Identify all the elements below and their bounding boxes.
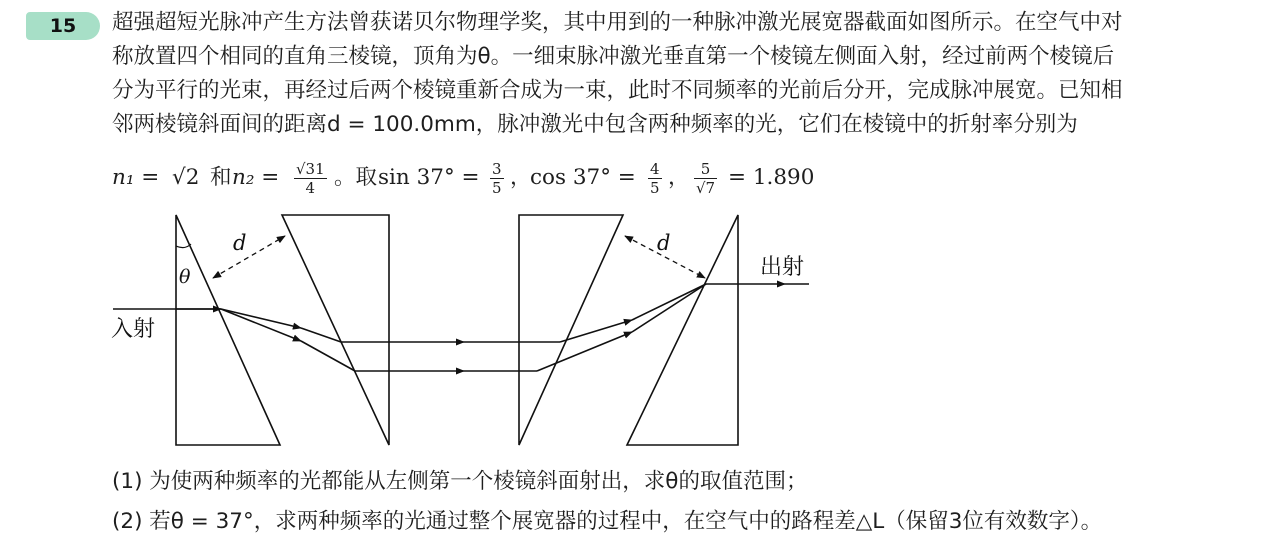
beam-upper-2b (632, 284, 706, 320)
n1-value: √2 (172, 165, 200, 190)
statement-line: 称放置四个相同的直角三棱镜，顶角为θ。一细束脉冲激光垂直第一个棱镜左侧面入射，经过前两个棱镜后 (112, 44, 1115, 69)
take-text: 。取 (334, 165, 378, 190)
cos-label: cos 37° = (530, 165, 636, 190)
cos-fraction: $\frac{4}{5}$ (650, 159, 660, 197)
d-label-right: d (657, 231, 671, 255)
d-label-left: d (233, 231, 247, 255)
incident-label: 入射 (111, 317, 156, 342)
prism-stretcher-diagram (105, 208, 825, 448)
prism-3 (519, 215, 623, 445)
prism-4 (627, 215, 738, 445)
comma: ， (668, 165, 690, 190)
problem-number-badge: 15 (26, 12, 100, 40)
statement-line: 分为平行的光束，再经过后两个棱镜重新合成为一束，此时不同频率的光前后分开，完成脉冲展宽。已知相 (112, 78, 1123, 103)
prism-1 (176, 215, 280, 445)
beam-lower-2 (537, 332, 632, 371)
n2-fraction: $\frac{√31}{4}$ (296, 159, 325, 197)
sin-label: sin 37° = (378, 165, 480, 190)
statement-line: 超强超短光脉冲产生方法曾获诺贝尔物理学奖，其中用到的一种脉冲激光展宽器截面如图所示。在空气中对 (112, 10, 1123, 35)
d-dimension-left (213, 236, 285, 278)
ratio-value: = 1.890 (728, 165, 815, 190)
problem-statement (112, 6, 1272, 142)
and-text: 和 (210, 165, 232, 190)
prism-2 (282, 215, 389, 445)
theta-label: θ (179, 266, 191, 288)
statement-line: 邻两棱镜斜面间的距离d = 100.0mm，脉冲激光中包含两种频率的光，它们在棱镜中的折射率分别为 (112, 112, 1078, 137)
exit-label: 出射 (760, 255, 805, 280)
comma: ， (510, 165, 532, 190)
n2-label: n₂ = (232, 165, 280, 190)
question-1: (1) 为使两种频率的光都能从左侧第一个棱镜斜面射出，求θ的取值范围； (112, 469, 808, 494)
question-2: (2) 若θ = 37°，求两种频率的光通过整个展宽器的过程中，在空气中的路程差△L（保留3位有效数字）。 (112, 509, 1103, 534)
beam-lower-2b (632, 284, 706, 332)
sin-fraction: $\frac{3}{5}$ (492, 159, 502, 197)
ratio-fraction: $\frac{5}{√7}$ (696, 159, 716, 197)
n1-label: n₁ = (112, 165, 160, 190)
